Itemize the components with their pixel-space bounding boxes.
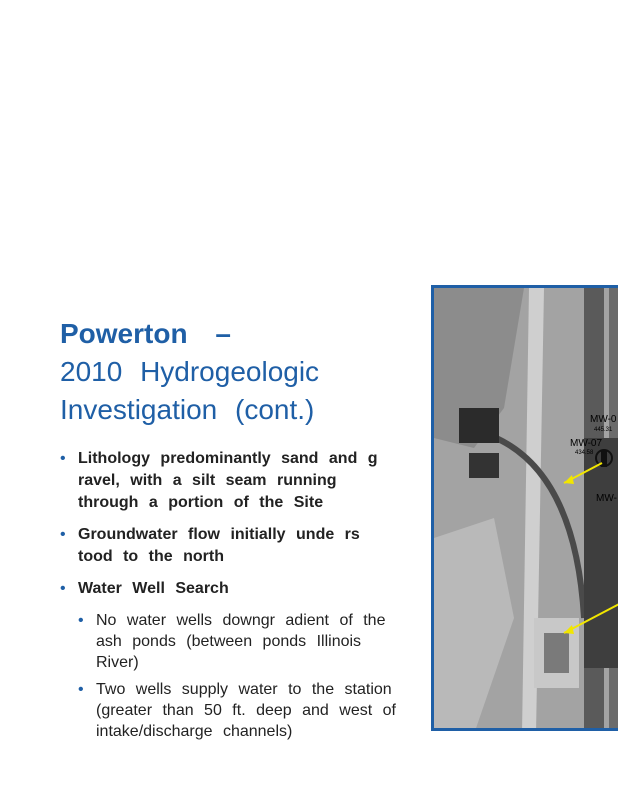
slide-title bbox=[60, 315, 400, 429]
sub-bullet-item: • Two wells supply water to the station (greater than 50 ft. deep and west of intake/discharge channels) bbox=[78, 681, 396, 740]
bullet-item: • Water Well Search bbox=[60, 580, 229, 597]
bullet-text: Groundwater flow initially unde rs tood to the north bbox=[78, 526, 360, 565]
sub-bullet-text: Two wells supply water to the station (greater than 50 ft. deep and west of intake/discharge channels) bbox=[96, 681, 396, 740]
bullet-text: Water Well Search bbox=[78, 580, 229, 597]
sub-bullet-item: • No water wells downgr adient of the ash ponds (between ponds Illinois River) bbox=[78, 612, 386, 671]
bullet-text: Lithology predominantly sand and g ravel, with a silt seam running through a portion of the Site bbox=[78, 450, 378, 511]
bullet-item: • Lithology predominantly sand and g ravel, with a silt seam running through a portion of the Site bbox=[60, 450, 378, 511]
site-aerial-map bbox=[431, 285, 618, 731]
map-label: MW-07 bbox=[570, 438, 603, 449]
bullet-item: • Groundwater flow initially unde rs tood to the north bbox=[60, 526, 360, 565]
map-label: 445.31 bbox=[594, 427, 613, 433]
bullet-list bbox=[60, 448, 400, 748]
aerial-photo bbox=[434, 288, 618, 731]
sub-bullet-text: No water wells downgr adient of the ash ponds (between ponds Illinois River) bbox=[96, 612, 386, 671]
map-label: 434.58 bbox=[575, 450, 594, 456]
map-label: MW-0 bbox=[590, 414, 617, 425]
title-line-1: Powerton – bbox=[60, 318, 231, 349]
map-label: MW- bbox=[596, 493, 617, 504]
title-line-2: 2010 Hydrogeologic bbox=[60, 356, 320, 387]
title-line-3: Investigation (cont.) bbox=[60, 394, 315, 425]
